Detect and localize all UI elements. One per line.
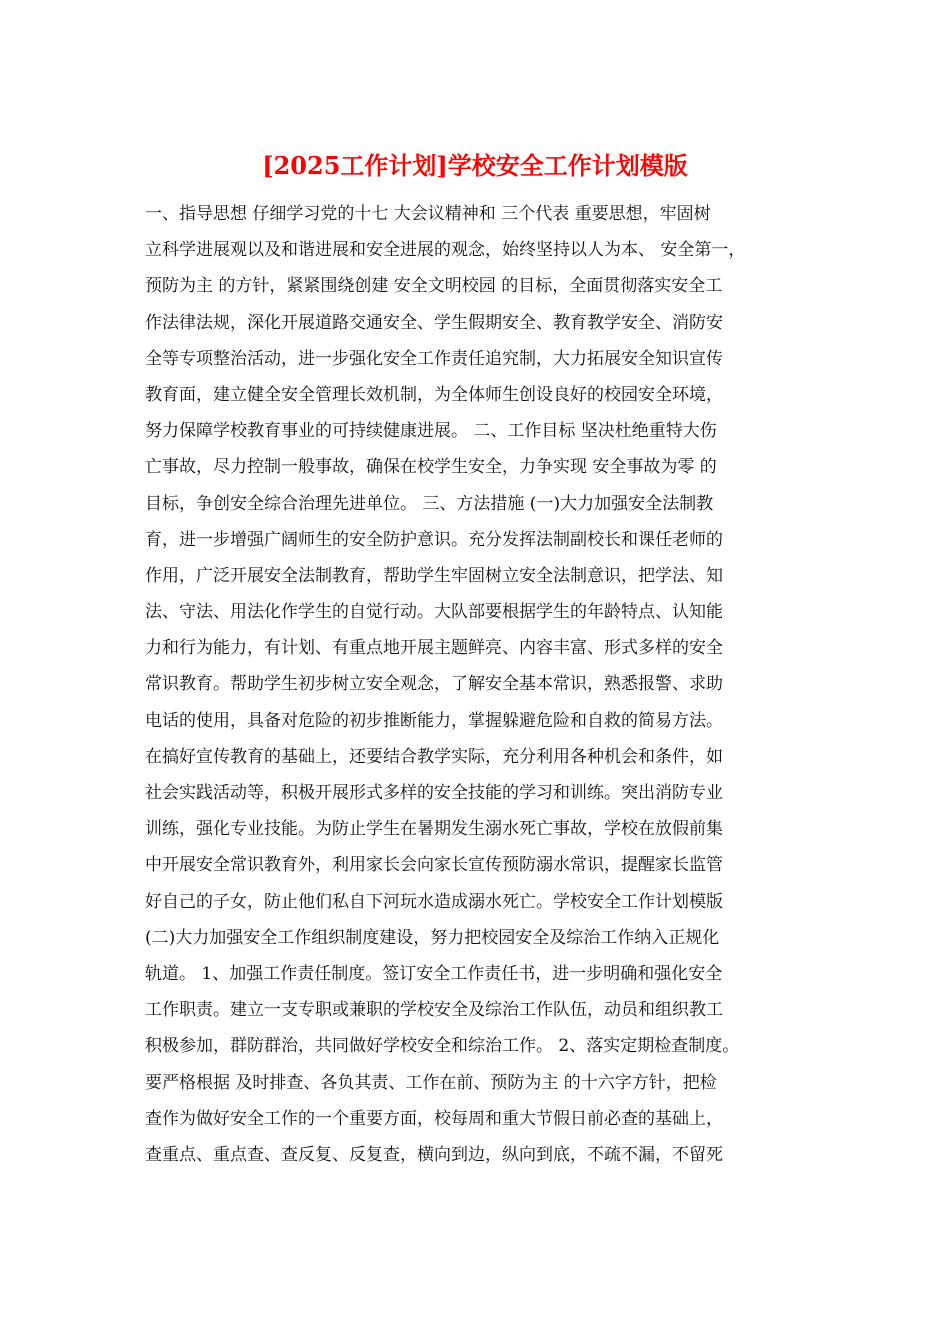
body-line: 轨道。 1、加强工作责任制度。签订安全工作责任书，进一步明确和强化安全: [145, 963, 723, 984]
body-line: 好自己的子女，防止他们私自下河玩水造成溺水死亡。学校安全工作计划模版: [145, 891, 723, 912]
body-line: 工作职责。建立一支专职或兼职的学校安全及综治工作队伍，动员和组织教工: [145, 1000, 723, 1021]
body-line: 一、指导思想 仔细学习党的十七 大会议精神和 三个代表 重要思想，牢固树: [145, 204, 711, 224]
body-line: 查作为做好安全工作的一个重要方面，校每周和重大节假日前必查的基础上，: [145, 1108, 723, 1129]
body-line: 训练，强化专业技能。为防止学生在暑期发生溺水死亡事故，学校在放假前集: [145, 819, 723, 840]
body-line: 亡事故，尽力控制一般事故，确保在校学生安全，力争实现 安全事故为零 的: [145, 457, 717, 478]
body-line: 法、守法、用法化作学生的自觉行动。大队部要根据学生的年龄特点、认知能: [145, 602, 723, 623]
body-line: 立科学进展观以及和谐进展和安全进展的观念，始终坚持以人为本、 安全第一，: [145, 240, 746, 261]
body-line: 教育面，建立健全安全管理长效机制，为全体师生创设良好的校园安全环境，: [145, 384, 723, 405]
body-line: 积极参加，群防群治，共同做好学校安全和综治工作。 2、落实定期检查制度。: [145, 1036, 740, 1057]
body-line: 要严格根据 及时排查、各负其责、工作在前、预防为主 的十六字方针，把检: [145, 1072, 717, 1093]
body-line: 常识教育。帮助学生初步树立安全观念，了解安全基本常识，熟悉报警、求助: [145, 674, 723, 695]
body-line: 电话的使用，具备对危险的初步推断能力，掌握躲避危险和自救的简易方法。: [145, 710, 723, 731]
document-body: [145, 196, 815, 1173]
body-line: 中开展安全常识教育外，利用家长会向家长宣传预防溺水常识，提醒家长监管: [145, 855, 723, 876]
body-line: 力和行为能力，有计划、有重点地开展主题鲜亮、内容丰富、形式多样的安全: [145, 638, 723, 659]
body-line: 作法律法规，深化开展道路交通安全、学生假期安全、教育教学安全、消防安: [145, 312, 723, 333]
body-line: 育，进一步增强广阔师生的安全防护意识。充分发挥法制副校长和课任老师的: [145, 529, 723, 550]
body-line: 预防为主 的方针，紧紧围绕创建 安全文明校园 的目标，全面贯彻落实安全工: [145, 276, 723, 297]
body-line: 作用，广泛开展安全法制教育，帮助学生牢固树立安全法制意识，把学法、知: [145, 565, 723, 586]
body-line: 查重点、重点查、查反复、反复查，横向到边，纵向到底，不疏不漏，不留死: [145, 1144, 723, 1165]
body-line: (二)大力加强安全工作组织制度建设，努力把校园安全及综治工作纳入正规化: [145, 927, 720, 948]
body-line: 社会实践活动等，积极开展形式多样的安全技能的学习和训练。突出消防专业: [145, 783, 723, 803]
document-title: [2025工作计划]学校安全工作计划模版: [262, 151, 688, 180]
body-line: 目标，争创安全综合治理先进单位。 三、方法措施 (一)大力加强安全法制教: [145, 493, 714, 514]
body-line: 努力保障学校教育事业的可持续健康进展。 二、工作目标 坚决杜绝重特大伤: [145, 421, 717, 442]
body-line: 全等专项整治活动，进一步强化安全工作责任追究制，大力拓展安全知识宣传: [145, 348, 723, 369]
body-line: 在搞好宣传教育的基础上，还要结合教学实际，充分利用各种机会和条件，如: [145, 746, 723, 767]
